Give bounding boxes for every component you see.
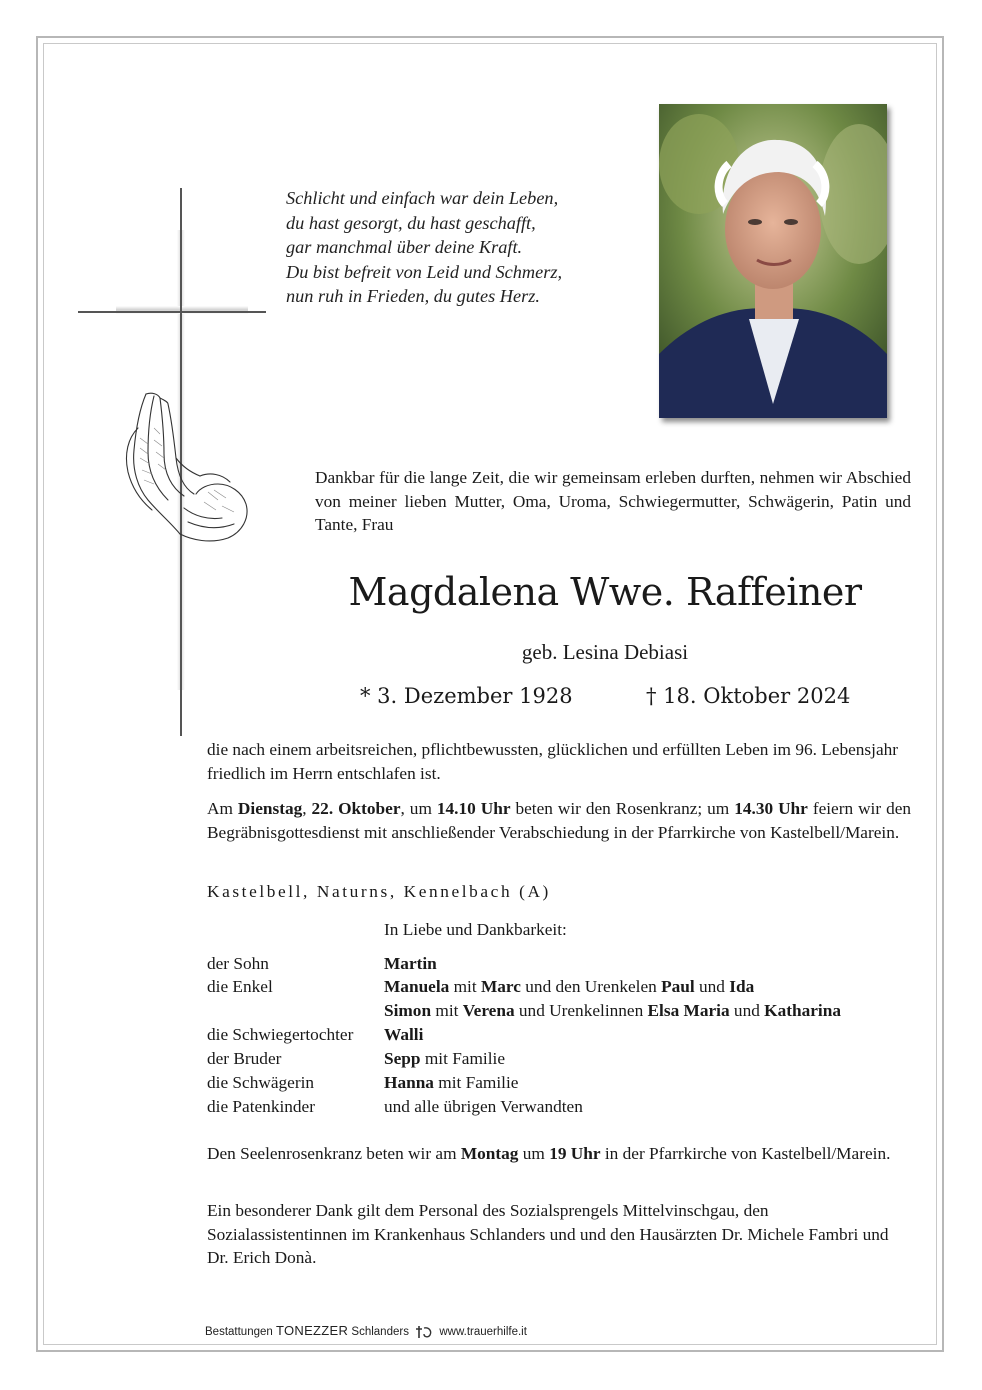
praying-hands-icon: [118, 388, 258, 548]
mourner-entry: Hanna mit Familie: [384, 1073, 519, 1092]
footer-town: Schlanders: [351, 1326, 409, 1338]
poem-line: Du bist befreit von Leid und Schmerz,: [286, 261, 563, 282]
life-text: die nach einem arbeitsreichen, pflichtbewussten, glücklichen und erfüllten Leben im 96. Lebensjahr friedlich im Herrn entschlafen ist.: [207, 740, 899, 783]
relation-label: der Sohn: [207, 954, 269, 973]
death-date: † 18. Oktober 2024: [646, 684, 851, 708]
poem-line: gar manchmal über deine Kraft.: [286, 237, 523, 257]
footer: [205, 1323, 527, 1339]
mourner-entry: Walli: [384, 1025, 424, 1044]
mourner-entry: Sepp mit Familie: [384, 1049, 505, 1068]
poem-line: du hast gesorgt, du hast geschafft,: [286, 212, 536, 233]
mourner-entry: und alle übrigen Verwandten: [384, 1097, 583, 1116]
poem-line: Schlicht und einfach war dein Leben,: [286, 188, 559, 208]
relation-label: die Schwiegertochter: [207, 1025, 354, 1044]
birth-date: * 3. Dezember 1928: [360, 684, 573, 708]
footer-prefix: Bestattungen: [205, 1326, 273, 1338]
rosary-announcement: Den Seelenrosenkranz beten wir am Montag um 19 Uhr in der Pfarrkirche von Kastelbell/Marein.: [207, 1144, 891, 1163]
footer-brand: TONEZZER: [275, 1323, 349, 1338]
mourner-entry: Simon mit Verena und Urenkelinnen Elsa Maria und Katharina: [384, 1001, 841, 1020]
poem-line: nun ruh in Frieden, du gutes Herz.: [286, 286, 540, 306]
maiden-name: geb. Lesina Debiasi: [521, 640, 689, 664]
poem: [286, 186, 562, 309]
undertaker-logo-icon: [415, 1325, 433, 1339]
thanks-text: Ein besonderer Dank gilt dem Personal des Sozialsprengels Mittelvinschgau, den Sozialassistentinnen im Krankenhaus Schlanders und und den Hausärzten Dr. Michele Fambri und Dr. Erich Donà.: [207, 1201, 889, 1267]
relation-label: der Bruder: [207, 1049, 282, 1068]
relation-label: die Patenkinder: [207, 1097, 315, 1116]
footer-url[interactable]: www.trauerhilfe.it: [439, 1326, 527, 1338]
relation-label: die Enkel: [207, 977, 273, 996]
mourner-entry: Martin: [384, 954, 437, 973]
deceased-name: Magdalena Wwe. Raffeiner: [348, 570, 862, 614]
relation-label: die Schwägerin: [207, 1073, 315, 1092]
funeral-announcement: Am Dienstag, 22. Oktober, um 14.10 Uhr beten wir den Rosenkranz; um 14.30 Uhr feiern wir den Begräbnisgottesdienst mit anschließender Verabschiedung in der Pfarrkirche von Kastelbell/Marein.: [207, 799, 912, 842]
life-dates: [360, 684, 851, 708]
intro-text: Dankbar für die lange Zeit, die wir gemeinsam erleben durften, nehmen wir Abschied von meiner lieben Mutter, Oma, Uroma, Schwiegermutter, Schwägerin, Patin und Tante, Frau: [315, 468, 911, 534]
thanks-label: In Liebe und Dankbarkeit:: [384, 920, 567, 939]
places: Kastelbell, Naturns, Kennelbach (A): [207, 882, 551, 901]
portrait-photo: [659, 104, 887, 418]
mourner-entry: Manuela mit Marc und den Urenkelen Paul und Ida: [384, 977, 755, 996]
